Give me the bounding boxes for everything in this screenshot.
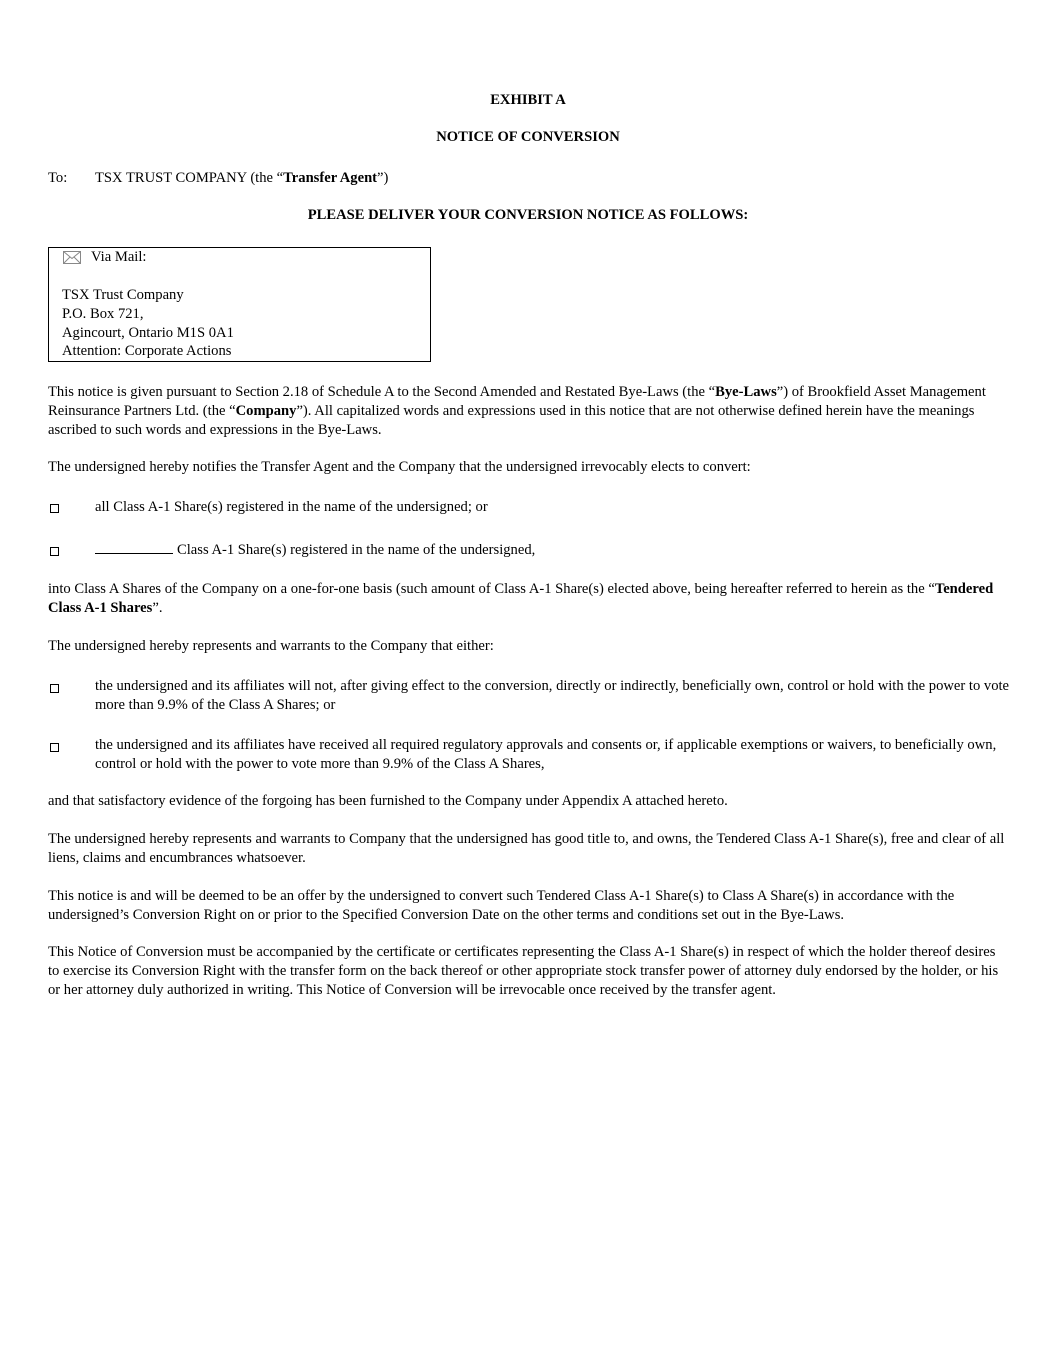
defined-term-bye-laws: Bye-Laws [715, 384, 777, 400]
address-line: TSX Trust Company [62, 287, 184, 303]
offer-statement: This notice is and will be deemed to be an offer by the undersigned to convert such Tendered Class A-1 Share(s) to Class A Share(s) in accordance with the undersigned’s Conversion Right on or prior to the Specified Conversion Date on the other terms and conditions set out in the Bye-Laws. [48, 888, 955, 923]
via-mail-label: Via Mail: [91, 249, 147, 265]
address-line: Agincourt, Ontario M1S 0A1 [62, 325, 234, 341]
convert-all-label: all Class A-1 Share(s) registered in the name of the undersigned; or [95, 499, 488, 515]
convert-some-checkbox[interactable] [50, 547, 59, 556]
intro-paragraph: This notice is given pursuant to Section 2.18 of Schedule A to the Second Amended and Restated Bye-Laws (the “Bye-Laws”) of Brookfield Asset Management Reinsurance Partners Ltd. (the “Company”). All capitalized words and expressions used in this notice that are not otherwise defined herein have the meanings ascribed to such words and expressions in the Bye-Laws. [48, 384, 986, 438]
have-approvals-label: the undersigned and its affiliates have received all required regulatory approvals and consents or, if applicable exemptions or waivers, to beneficially own, control or hold with the power to vote more than 9.9% of the Class A Shares, [95, 737, 997, 772]
defined-term-transfer-agent: Transfer Agent [283, 170, 378, 186]
defined-term-tendered-shares: Tendered Class A-1 Shares [48, 581, 994, 616]
defined-term-company: Company [235, 403, 297, 419]
elect-statement: The undersigned hereby notifies the Transfer Agent and the Company that the undersigned irrevocably elects to convert: [48, 459, 751, 475]
notice-title: NOTICE OF CONVERSION [436, 129, 620, 145]
have-approvals-checkbox[interactable] [50, 743, 59, 752]
convert-all-checkbox[interactable] [50, 504, 59, 513]
address-line: Attention: Corporate Actions [62, 343, 232, 359]
to-recipient: TSX TRUST COMPANY (the “Transfer Agent”) [95, 170, 389, 186]
convert-some-label: Class A-1 Share(s) registered in the name of the undersigned, [177, 542, 536, 558]
to-label: To: [48, 170, 68, 186]
mail-address-box [48, 247, 431, 362]
into-statement: into Class A Shares of the Company on a one-for-one basis (such amount of Class A-1 Share(s) elected above, being hereafter referred to herein as the “Tendered Class A-1 Shares”. [48, 581, 994, 616]
title-statement: The undersigned hereby represents and warrants to Company that the undersigned has good title to, and owns, the Tendered Class A-1 Share(s), free and clear of all liens, claims and encumbrances whatsoever. [48, 831, 1005, 866]
recipient-name: TSX TRUST COMPANY [95, 170, 247, 186]
convert-some-option [95, 541, 1010, 560]
exhibit-heading: EXHIBIT A [490, 92, 566, 108]
delivery-heading: PLEASE DELIVER YOUR CONVERSION NOTICE AS FOLLOWS: [307, 207, 749, 223]
address-line: P.O. Box 721, [62, 306, 144, 322]
accompany-statement: This Notice of Conversion must be accompanied by the certificate or certificates representing the Class A-1 Share(s) in respect of which the holder thereof desires to exercise its Conversion Right with the transfer form on the back thereof or other appropriate stock transfer power of attorney duly endorsed by the holder, or his or her attorney duly authorized in writing. This Notice of Conversion will be irrevocable once received by the transfer agent. [48, 944, 999, 998]
will-not-exceed-label: the undersigned and its affiliates will not, after giving effect to the conversion, directly or indirectly, beneficially own, control or hold with the power to vote more than 9.9% of the Class A Shares; or [95, 678, 1010, 713]
envelope-icon [63, 251, 81, 264]
represent-statement: The undersigned hereby represents and warrants to the Company that either: [48, 638, 494, 654]
share-count-blank[interactable] [95, 541, 173, 554]
will-not-exceed-checkbox[interactable] [50, 684, 59, 693]
evidence-statement: and that satisfactory evidence of the forgoing has been furnished to the Company under Appendix A attached hereto. [48, 793, 728, 809]
